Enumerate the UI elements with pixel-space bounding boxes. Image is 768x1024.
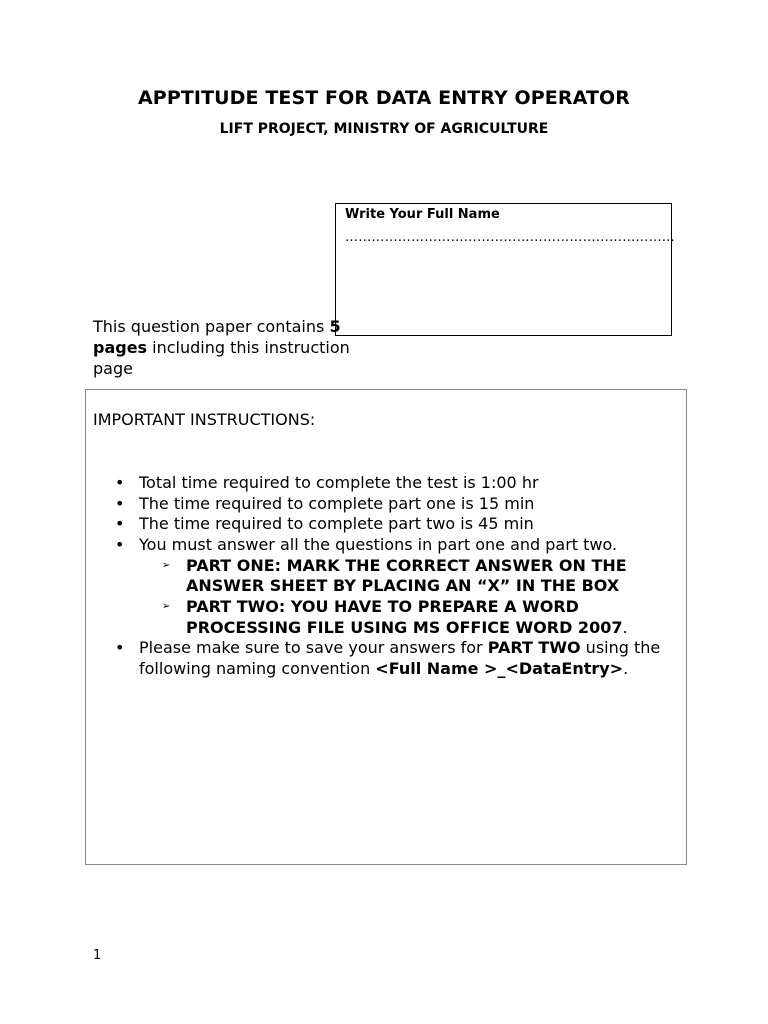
instruction-part-two-period: . — [622, 617, 628, 637]
instruction-text: The time required to complete part two is 45 min — [139, 514, 534, 533]
instruction-part-one-time — [86, 494, 676, 515]
arrow-bullet-icon: ➢ — [162, 601, 171, 612]
naming-text-c: using the following naming convention — [139, 638, 661, 678]
bullet-icon: • — [115, 514, 125, 533]
bullet-icon: • — [115, 473, 125, 492]
page-count-text-before: This question paper contains — [93, 317, 330, 336]
instruction-part-two-text: PART TWO: YOU HAVE TO PREPARE A WORD PROCESSING FILE USING MS OFFICE WORD 2007 — [186, 597, 623, 637]
instruction-part-two — [139, 597, 676, 638]
page-count-note — [93, 316, 383, 379]
naming-text-a: Please make sure to save your answers for — [139, 638, 488, 657]
instruction-part-two-time — [86, 514, 676, 535]
bullet-icon: • — [115, 493, 125, 513]
instructions-box — [85, 389, 687, 865]
instruction-total-time — [86, 473, 676, 494]
instructions-list — [86, 473, 676, 679]
page-subtitle: LIFT PROJECT, MINISTRY OF AGRICULTURE — [219, 121, 549, 137]
naming-convention: <Full Name >_<DataEntry> — [375, 658, 624, 678]
instructions-heading: IMPORTANT INSTRUCTIONS: — [93, 410, 316, 429]
page-count-text-after: including this instruction page — [93, 338, 350, 378]
page-number: 1 — [93, 948, 102, 963]
naming-part-two: PART TWO — [487, 638, 581, 657]
instruction-text: You must answer all the questions in part one and part two. — [139, 534, 618, 554]
instruction-part-one-text: PART ONE: MARK THE CORRECT ANSWER ON THE ANSWER SHEET BY PLACING AN “X” IN THE BOX — [186, 555, 627, 595]
instruction-answer-all — [86, 535, 676, 639]
instruction-text: The time required to complete part one is 15 min — [139, 493, 535, 513]
instruction-part-one — [139, 556, 676, 597]
full-name-box[interactable] — [335, 203, 675, 336]
bullet-icon: • — [115, 534, 125, 554]
full-name-label: Write Your Full Name — [345, 207, 500, 222]
bullet-icon: • — [115, 638, 125, 657]
instruction-text: Total time required to complete the test is 1:00 hr — [139, 473, 539, 492]
instruction-naming-convention — [86, 638, 676, 679]
instruction-sublist — [139, 556, 676, 639]
page-title: APPTITUDE TEST FOR DATA ENTRY OPERATOR — [138, 87, 630, 109]
naming-period: . — [623, 658, 629, 678]
arrow-bullet-icon: ➢ — [162, 559, 171, 571]
page-count-value: 5 pages — [93, 317, 341, 357]
full-name-dotted-line: ………………………………………………………………… — [345, 230, 675, 245]
